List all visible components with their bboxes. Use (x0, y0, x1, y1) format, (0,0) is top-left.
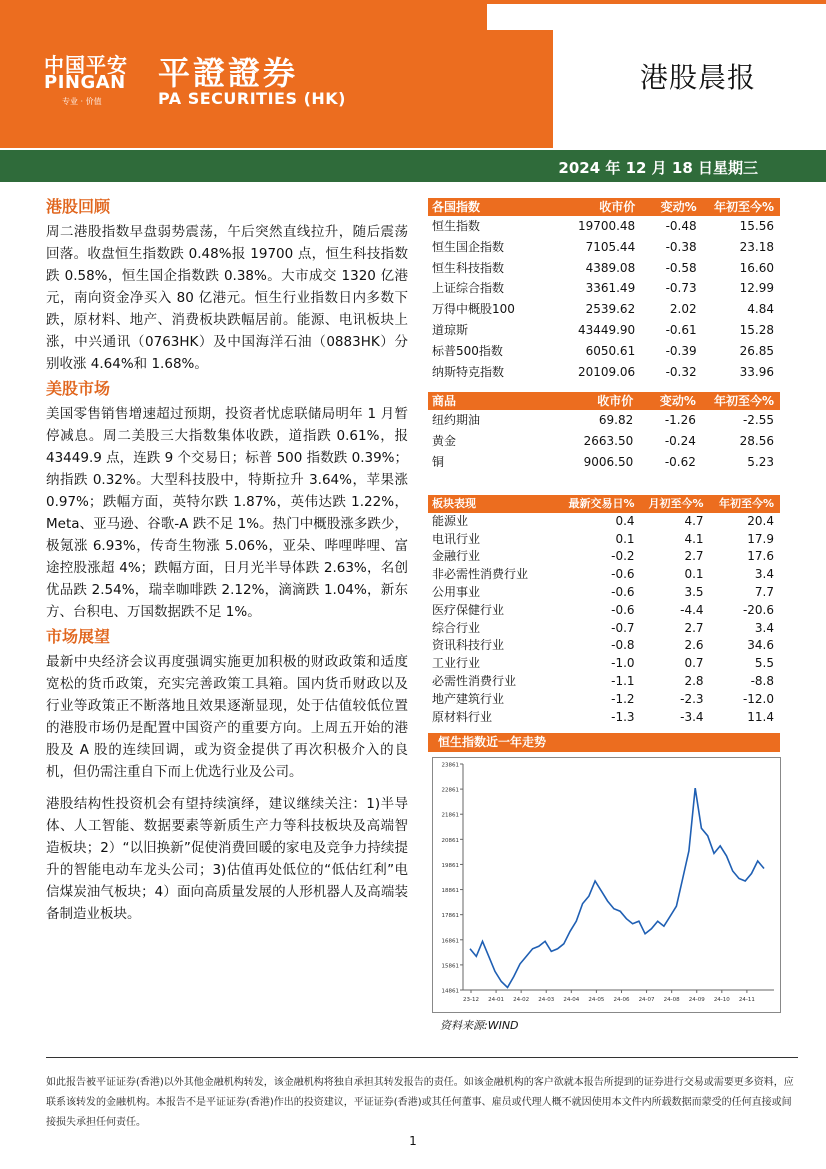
table-cell: 4.1 (684, 531, 704, 546)
hk-review-text: 周二港股指数早盘弱势震荡，午后突然直线拉升，随后震荡回落。收盘恒生指数跌 0.48%报 19700 点，恒生科技指数跌 0.58%，恒生国企指数跌 0.38%。大市成交 1320 亿港元，南向资金净买入 80 亿港元。恒生行业指数日内多数下跌，原材料、地产、消费板块跌幅居前。能源、电讯板块上涨，中兴通讯（0763HK）及中国海洋石油（0883HK）分别收涨 4.64%和 1.68%。 (46, 224, 408, 372)
table-cell: 43449.90 (577, 322, 636, 337)
header-banner (0, 0, 826, 148)
table-header-row (428, 198, 780, 216)
table-cell: 综合行业 (432, 620, 481, 635)
y-tick-label: 22861 (441, 787, 459, 794)
table-cell: 2.7 (684, 549, 704, 564)
table-cell: 20.4 (747, 513, 774, 528)
table-cell: -12.0 (742, 691, 774, 706)
table-row (428, 531, 780, 549)
table-row (428, 452, 780, 473)
table-row (428, 410, 780, 431)
y-tick-label: 16861 (441, 938, 459, 945)
x-tick-label: 24-09 (688, 997, 705, 1003)
table-cell: 万得中概股100 (432, 302, 515, 317)
table-cell: 28.56 (739, 433, 774, 448)
table-row (428, 431, 780, 452)
table-cell: 3361.49 (585, 281, 636, 296)
table-cell: -1.1 (611, 673, 635, 688)
table-row (428, 709, 780, 727)
table-row (428, 362, 780, 383)
securities-logo: 平證證券 (158, 54, 299, 92)
table-row (428, 299, 780, 320)
y-tick-label: 18861 (441, 888, 459, 895)
table-cell: 必需性消费行业 (432, 673, 517, 688)
table-cell: 17.6 (747, 549, 774, 564)
table-row (428, 637, 780, 655)
table-cell: -1.3 (611, 709, 635, 724)
table-row (428, 341, 780, 362)
table-row (428, 216, 780, 237)
table-cell: 恒生科技指数 (432, 260, 505, 275)
table-cell: 0.1 (684, 567, 704, 582)
table-cell: 6050.61 (585, 343, 636, 358)
report-date: 2024 年 12 月 18 日星期三 (558, 159, 758, 177)
table-cell: -0.61 (665, 322, 697, 337)
x-tick-label: 24-05 (588, 997, 605, 1003)
chart-title: 恒生指数近一年走势 (428, 733, 780, 752)
table-row (428, 584, 780, 602)
x-tick-label: 24-01 (488, 997, 505, 1003)
table-cell: 医疗保健行业 (432, 602, 505, 617)
table-cell: -8.8 (750, 673, 774, 688)
commodity-table (428, 392, 780, 472)
table-cell: 板块表现 (428, 495, 560, 513)
table-cell: 0.1 (615, 531, 635, 546)
hsi-chart (432, 757, 781, 1013)
table-cell: -2.55 (742, 413, 774, 427)
table-cell: 2539.62 (585, 302, 636, 317)
table-row (428, 673, 780, 691)
table-cell: -3.4 (680, 709, 704, 724)
table-cell: 23.18 (739, 239, 774, 254)
table-cell: -0.6 (611, 567, 635, 582)
table-cell: -0.24 (664, 433, 696, 448)
table-cell: 3.4 (754, 567, 774, 582)
table-cell: -1.0 (611, 656, 635, 671)
table-cell: 能源业 (432, 513, 469, 528)
x-tick-label: 24-06 (613, 997, 630, 1003)
y-tick-label: 20861 (441, 837, 459, 844)
y-tick-label: 19861 (441, 862, 459, 869)
footer-divider (46, 1057, 798, 1058)
table-cell: 69.82 (598, 413, 634, 427)
table-cell: -4.4 (680, 602, 704, 617)
table-cell: 0.4 (615, 513, 635, 528)
table-cell: 商品 (428, 392, 551, 410)
x-tick-label: 24-11 (738, 997, 755, 1003)
hsi-chart-svg (433, 758, 780, 1012)
table-cell: 11.4 (747, 709, 774, 724)
table-cell: -0.39 (665, 343, 697, 358)
page-number: 1 (409, 1134, 417, 1148)
outlook-title: 市场展望 (46, 627, 111, 646)
table-cell: -0.6 (611, 602, 635, 617)
table-cell: 纽约期油 (432, 413, 481, 427)
index-table (428, 198, 780, 382)
table-row (428, 655, 780, 673)
table-row (428, 691, 780, 709)
table-cell: 34.6 (747, 638, 774, 653)
left-column (46, 196, 408, 928)
outlook-text-1: 最新中央经济会议再度强调实施更加积极的财政政策和适度宽松的货币政策，充实完善政策工具箱。国内货币财政以及行业等政策正不断落地且效果逐渐显现，处于估值较低位置的港股市场仍是配置中国资产的重要方向。上周五开始的港股及 A 股的连续回调，或为资金提供了再次积极介入的良机，但仍需注重自下而上优选行业及公司。 (46, 654, 408, 780)
table-cell: 铜 (432, 454, 445, 469)
table-cell: 2663.50 (583, 433, 634, 448)
disclaimer: 如此报告被平证证券(香港)以外其他金融机构转发，该金融机构将独自承担其转发报告的责任。如该金融机构的客户欲就本报告所提到的证券进行交易或需要更多资料，应联系该转发的金融机构。本报告不是平证证券(香港)作出的投资建议，平证证券(香港)或其任何董事、雇员或代理人概不就因使用本文件内所载数据而蒙受的任何直接或间接损失承担任何责任。 (46, 1077, 794, 1128)
x-tick-label: 23-12 (463, 997, 479, 1003)
table-cell: 收市价 (551, 392, 640, 410)
table-cell: 5.23 (747, 454, 774, 469)
y-tick-label: 17861 (441, 913, 459, 920)
table-cell: 3.4 (754, 620, 774, 635)
table-cell: 黄金 (432, 433, 457, 448)
header-strip (487, 4, 826, 30)
table-cell: 4.7 (684, 513, 704, 528)
table-cell: 33.96 (739, 364, 774, 379)
logo-slogan: 专业 · 价值 (62, 97, 102, 106)
table-cell: 15.56 (739, 219, 774, 233)
table-row (428, 278, 780, 299)
y-tick-label: 14861 (441, 988, 459, 995)
table-cell: 2.6 (684, 638, 704, 653)
table-cell: 金融行业 (432, 549, 481, 564)
table-cell: 月初至今% (641, 495, 710, 513)
table-cell: -1.2 (611, 691, 635, 706)
outlook-text-2: 港股结构性投资机会有望持续演绎，建议继续关注：1)半导体、人工智能、数据要素等新质生产力等科技板块及高端智造板块；2）“以旧换新”促使消费回暖的家电及竞争力持续提升的智能电动车龙头公司；3)估值再处低位的“低估红利”电信煤炭油气板块；4）面向高质量发展的人形机器人及高端装备制造业板块。 (46, 796, 408, 922)
x-tick-label: 24-08 (663, 997, 680, 1003)
table-cell: -0.58 (665, 260, 697, 275)
table-cell: 工业行业 (432, 656, 481, 671)
table-cell: 4.84 (747, 302, 774, 317)
pingan-logo-cn: 中国平安 (44, 53, 128, 77)
table-cell: 变动% (639, 392, 702, 410)
data-source: 资料来源:WIND (440, 1019, 519, 1032)
y-tick-label: 21861 (441, 812, 459, 819)
table-cell: 年初至今% (703, 198, 780, 216)
pingan-logo-en: PINGAN (44, 72, 126, 93)
us-market-text: 美国零售销售增速超过预期，投资者忧虑联储局明年 1 月暂停减息。周二美股三大指数集体收跌，道指跌 0.61%，报 43449.9 点，连跌 9 个交易日；标普 500 指数跌 0.39%；纳指跌 0.32%。大型科技股中，特斯拉升 3.64%，苹果涨 0.97%；跌幅方面，英特尔跌 1.87%，英伟达跌 1.22%，Meta、亚马逊、谷歌-A 跌不足 1%。热门中概股涨多跌少，极氪涨 6.93%，传奇生物涨 5.06%，亚朵、哔哩哔哩、富途控股涨超 4%；跌幅方面，日月光半导体跌 2.63%，名创优品跌 2.54%，瑞幸咖啡跌 2.12%，滴滴跌 1.04%，新东方、台积电、万国数据跌不足 1%。 (46, 406, 408, 620)
table-cell: -0.2 (611, 549, 635, 564)
x-tick-label: 24-04 (563, 997, 580, 1003)
hk-review-title: 港股回顾 (46, 197, 111, 216)
table-cell: -2.3 (680, 691, 704, 706)
table-cell: 道琼斯 (432, 322, 469, 337)
table-cell: 26.85 (739, 343, 774, 358)
date-bar (0, 150, 826, 182)
table-cell: 电讯行业 (432, 531, 481, 546)
table-cell: 公用事业 (432, 584, 481, 599)
table-cell: 地产建筑行业 (432, 691, 505, 706)
table-row (428, 237, 780, 258)
table-cell: -0.6 (611, 584, 635, 599)
x-tick-label: 24-03 (538, 997, 555, 1003)
table-row (428, 566, 780, 584)
x-tick-label: 24-02 (513, 997, 530, 1003)
securities-logo-en: PA SECURITIES (HK) (158, 89, 346, 108)
table-cell: 年初至今% (702, 392, 780, 410)
table-cell: 19700.48 (577, 219, 636, 233)
table-cell: -20.6 (742, 602, 774, 617)
table-row (428, 548, 780, 566)
y-tick-label: 23861 (441, 762, 459, 769)
table-cell: 纳斯特克指数 (432, 364, 505, 379)
table-cell: 恒生国企指数 (432, 239, 505, 254)
table-cell: 5.5 (754, 656, 774, 671)
table-cell: -0.62 (664, 454, 696, 469)
table-row (428, 258, 780, 279)
table-cell: -0.7 (611, 620, 635, 635)
table-cell: 3.5 (684, 584, 704, 599)
table-cell: -0.38 (665, 239, 697, 254)
table-cell: 16.60 (739, 260, 774, 275)
table-cell: 7.7 (754, 584, 774, 599)
table-cell: 12.99 (739, 281, 774, 296)
table-cell: 变动% (641, 198, 702, 216)
table-cell: 恒生指数 (432, 219, 481, 233)
table-cell: -0.73 (665, 281, 697, 296)
table-cell: 最新交易日% (560, 495, 641, 513)
table-cell: 资讯科技行业 (432, 638, 505, 653)
table-cell: -0.48 (665, 219, 697, 233)
table-row (428, 602, 780, 620)
table-cell: 0.7 (684, 656, 704, 671)
table-cell: 收市价 (553, 198, 641, 216)
table-cell: 17.9 (747, 531, 774, 546)
x-tick-label: 24-10 (713, 997, 730, 1003)
table-header-row (428, 495, 780, 513)
table-cell: -0.32 (665, 364, 697, 379)
table-cell: 2.02 (669, 302, 697, 317)
table-cell: 上证综合指数 (432, 281, 505, 296)
table-cell: 20109.06 (577, 364, 636, 379)
table-cell: 2.7 (684, 620, 704, 635)
table-cell: 各国指数 (428, 198, 553, 216)
sector-table (428, 495, 780, 726)
us-market-title: 美股市场 (46, 379, 111, 398)
x-tick-label: 24-07 (638, 997, 655, 1003)
table-cell: 9006.50 (583, 454, 634, 469)
table-cell: 7105.44 (585, 239, 636, 254)
table-cell: 15.28 (739, 322, 774, 337)
table-header-row (428, 392, 780, 410)
table-row (428, 620, 780, 638)
table-cell: -0.8 (611, 638, 635, 653)
table-row (428, 320, 780, 341)
table-cell: 2.8 (684, 673, 704, 688)
table-cell: 非必需性消费行业 (432, 567, 529, 582)
report-title: 港股晨报 (639, 61, 756, 94)
table-cell: 标普500指数 (432, 343, 503, 358)
table-cell: 4389.08 (585, 260, 636, 275)
table-row (428, 513, 780, 531)
table-cell: -1.26 (664, 413, 696, 427)
table-cell: 年初至今% (710, 495, 780, 513)
hsi-line (470, 788, 764, 987)
table-cell: 原材料行业 (432, 709, 493, 724)
y-tick-label: 15861 (441, 963, 459, 970)
